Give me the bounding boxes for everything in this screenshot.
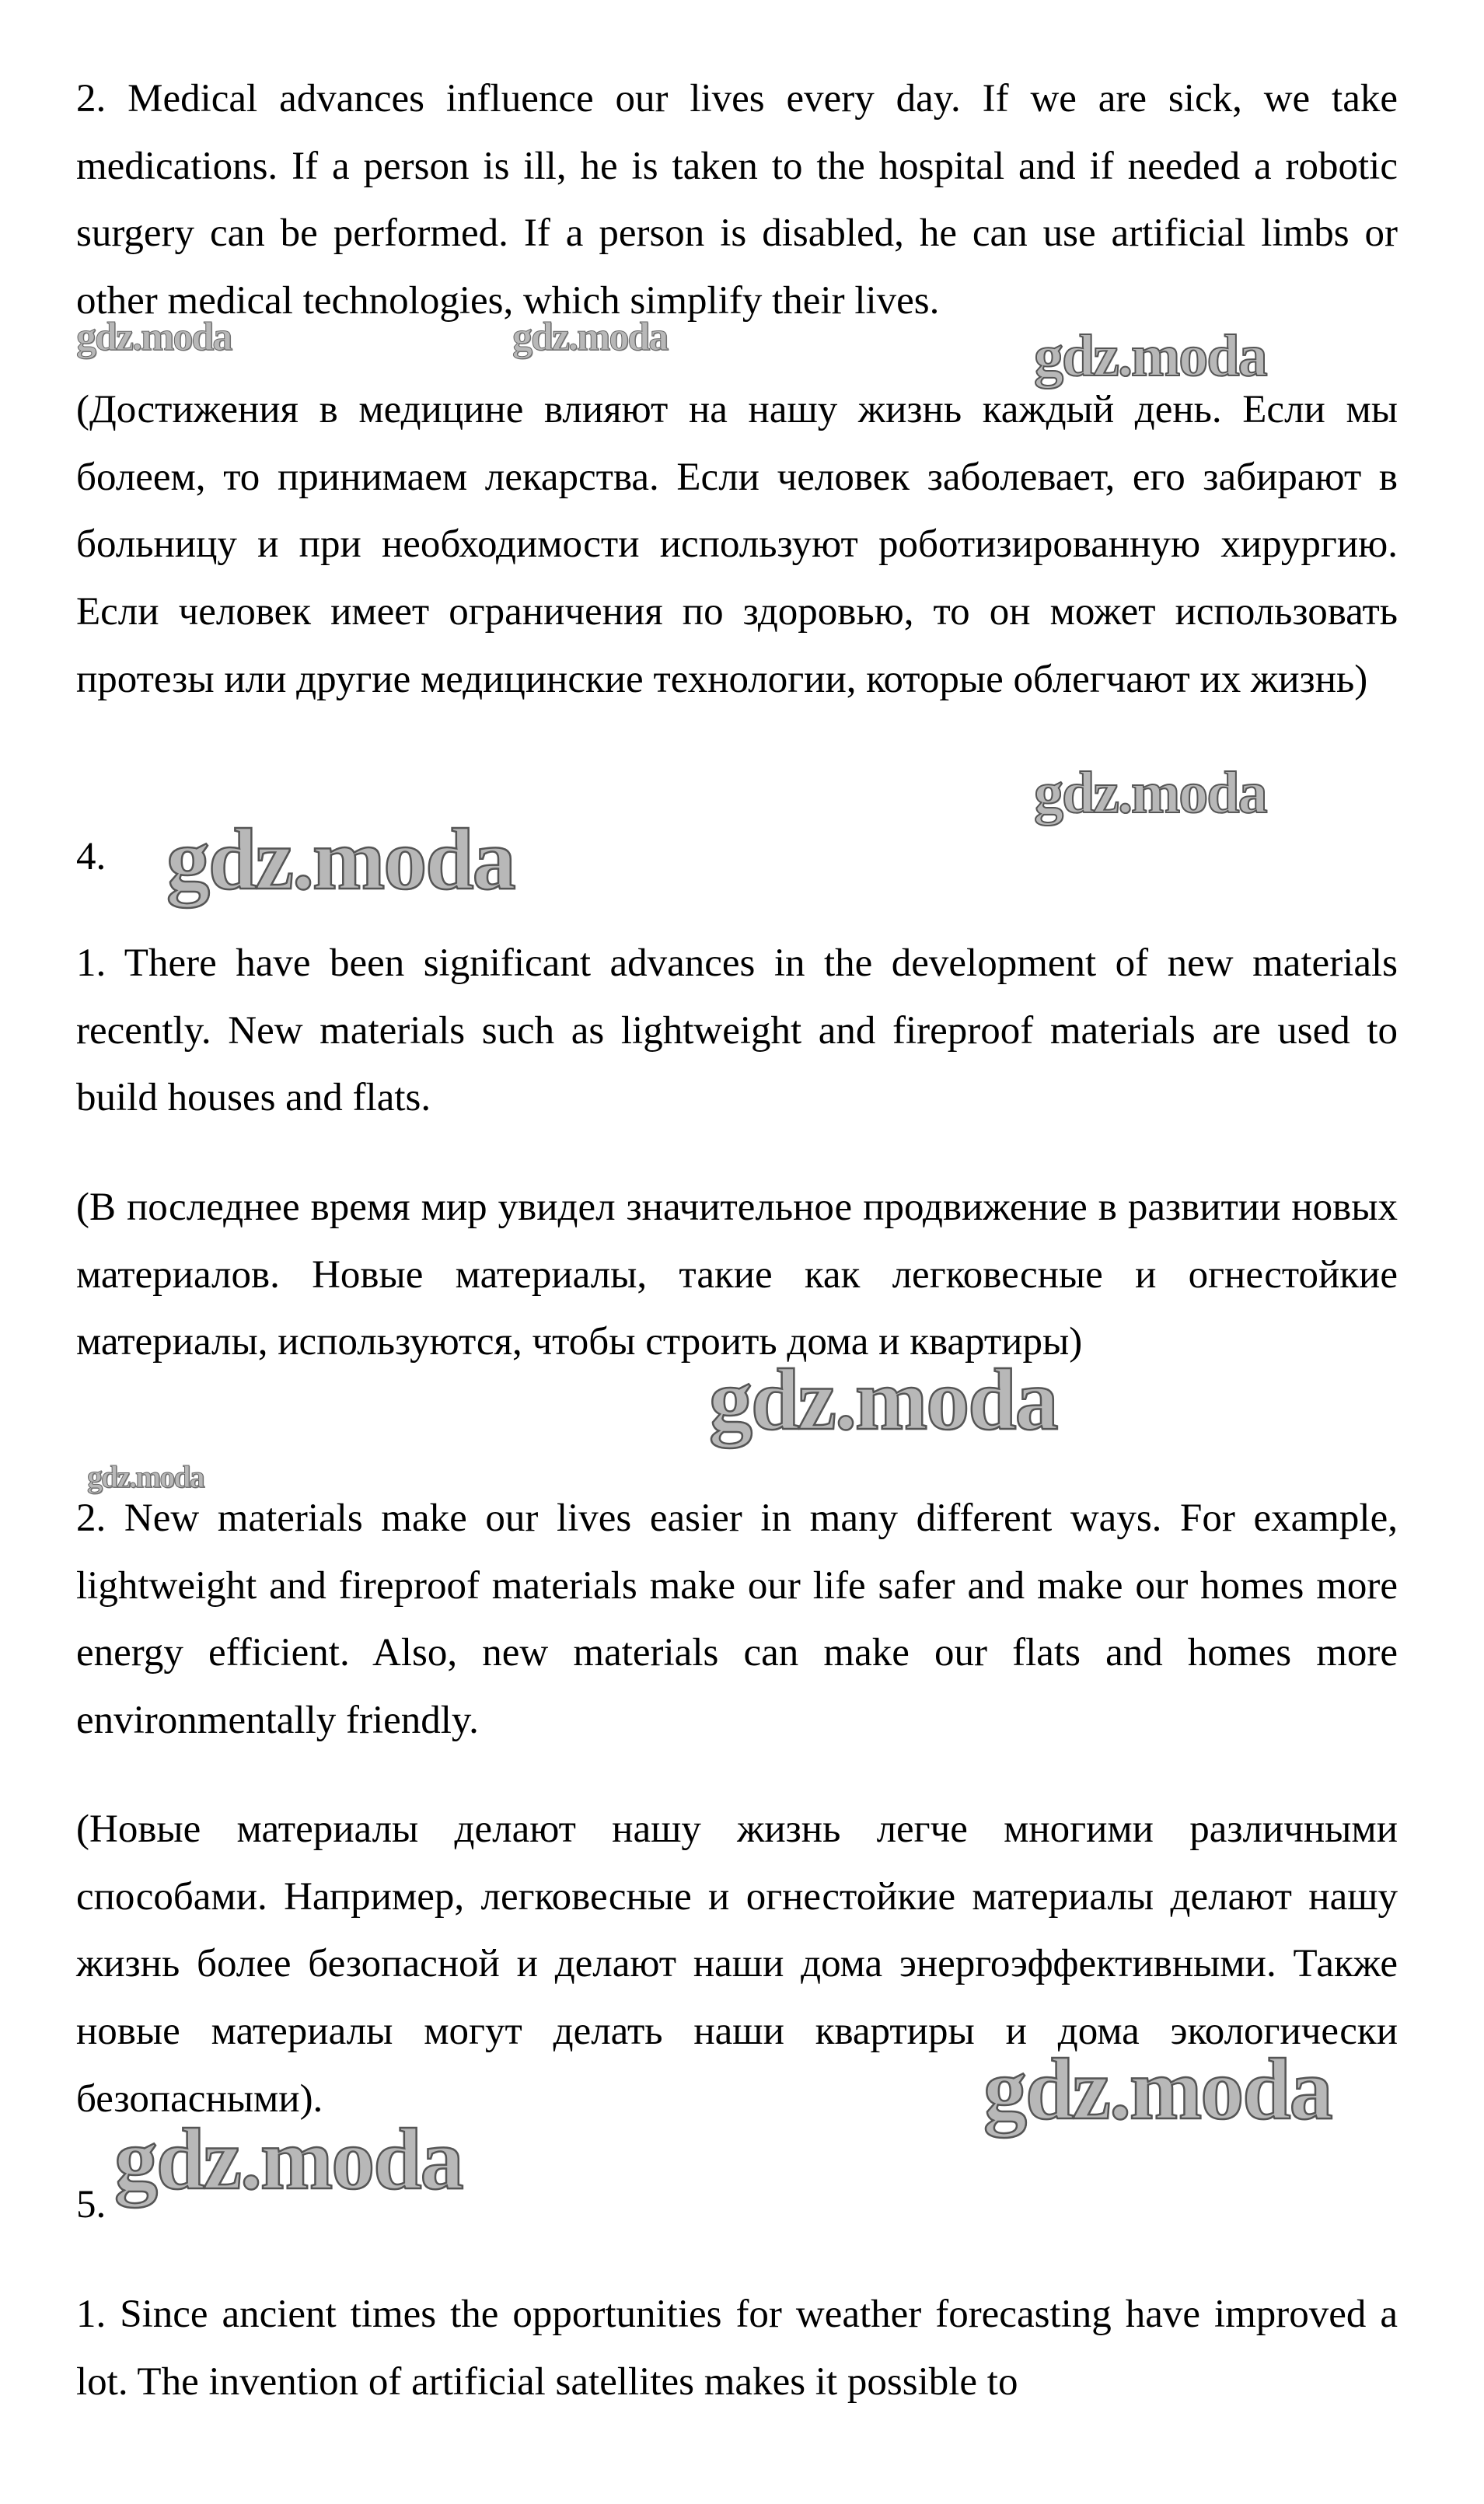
paragraph-materials-1-ru: (В последнее время мир увидел значительное продвижение в развитии новых материалов. Новые материалы, такие как легковесные и огнестойкие материалы, используются, чтобы строить дома и квартиры) bbox=[76, 1186, 1398, 1364]
paragraph-materials-2-ru: (Новые материалы делают нашу жизнь легче многими различными способами. Например, легковесные и огнестойкие материалы делают нашу жизнь более безопасной и делают наши дома энергоэффективными. Также новые материалы могут делать наши квартиры и дома экологически безопасными). bbox=[76, 1807, 1398, 2121]
watermark: gdz.moda bbox=[983, 2041, 1332, 2138]
watermark: gdz.moda bbox=[76, 315, 232, 359]
section-number-4: 4. bbox=[76, 835, 106, 878]
section-number-5: 5. bbox=[76, 2183, 106, 2226]
watermark: gdz.moda bbox=[1034, 323, 1266, 389]
paragraph-medical-ru: (Достижения в медицине влияют на нашу жизнь каждый день. Если мы болеем, то принимаем лекарства. Если человек заболевает, его забирают в больницу и при необходимости используют роботизированную хирургию. Если человек имеет ограничения по здоровью, то он может использовать протезы или другие медицинские технологии, которые облегчают их жизнь) bbox=[76, 388, 1398, 701]
watermark: gdz.moda bbox=[166, 812, 515, 908]
paragraph-materials-2-en: 2. New materials make our lives easier in many different ways. For example, lightweight and fireproof materials make our life safer and make our homes more energy efficient. Also, new materials can make our flats and homes more environmentally friendly. bbox=[76, 1496, 1398, 1743]
paragraph-materials-1-en: 1. There have been significant advances in the development of new materials recently. New materials such as lightweight and fireproof materials are used to build houses and flats. bbox=[76, 941, 1398, 1120]
paragraph-weather-en: 1. Since ancient times the opportunities for weather forecasting have improved a lot. The invention of artificial satellites makes it possible to bbox=[76, 2293, 1398, 2404]
paragraph-medical-en: 2. Medical advances influence our lives every day. If we are sick, we take medications. If a person is ill, he is taken to the hospital and if needed a robotic surgery can be performed. If a person is disabled, he can use artificial limbs or other medical technologies, which simplify their lives. bbox=[76, 77, 1398, 323]
watermark: gdz.moda bbox=[709, 1352, 1057, 1448]
watermark: gdz.moda bbox=[512, 315, 668, 359]
watermark: gdz.moda bbox=[114, 2111, 463, 2208]
watermark: gdz.moda bbox=[1034, 760, 1266, 826]
watermark: gdz.moda bbox=[87, 1459, 204, 1494]
